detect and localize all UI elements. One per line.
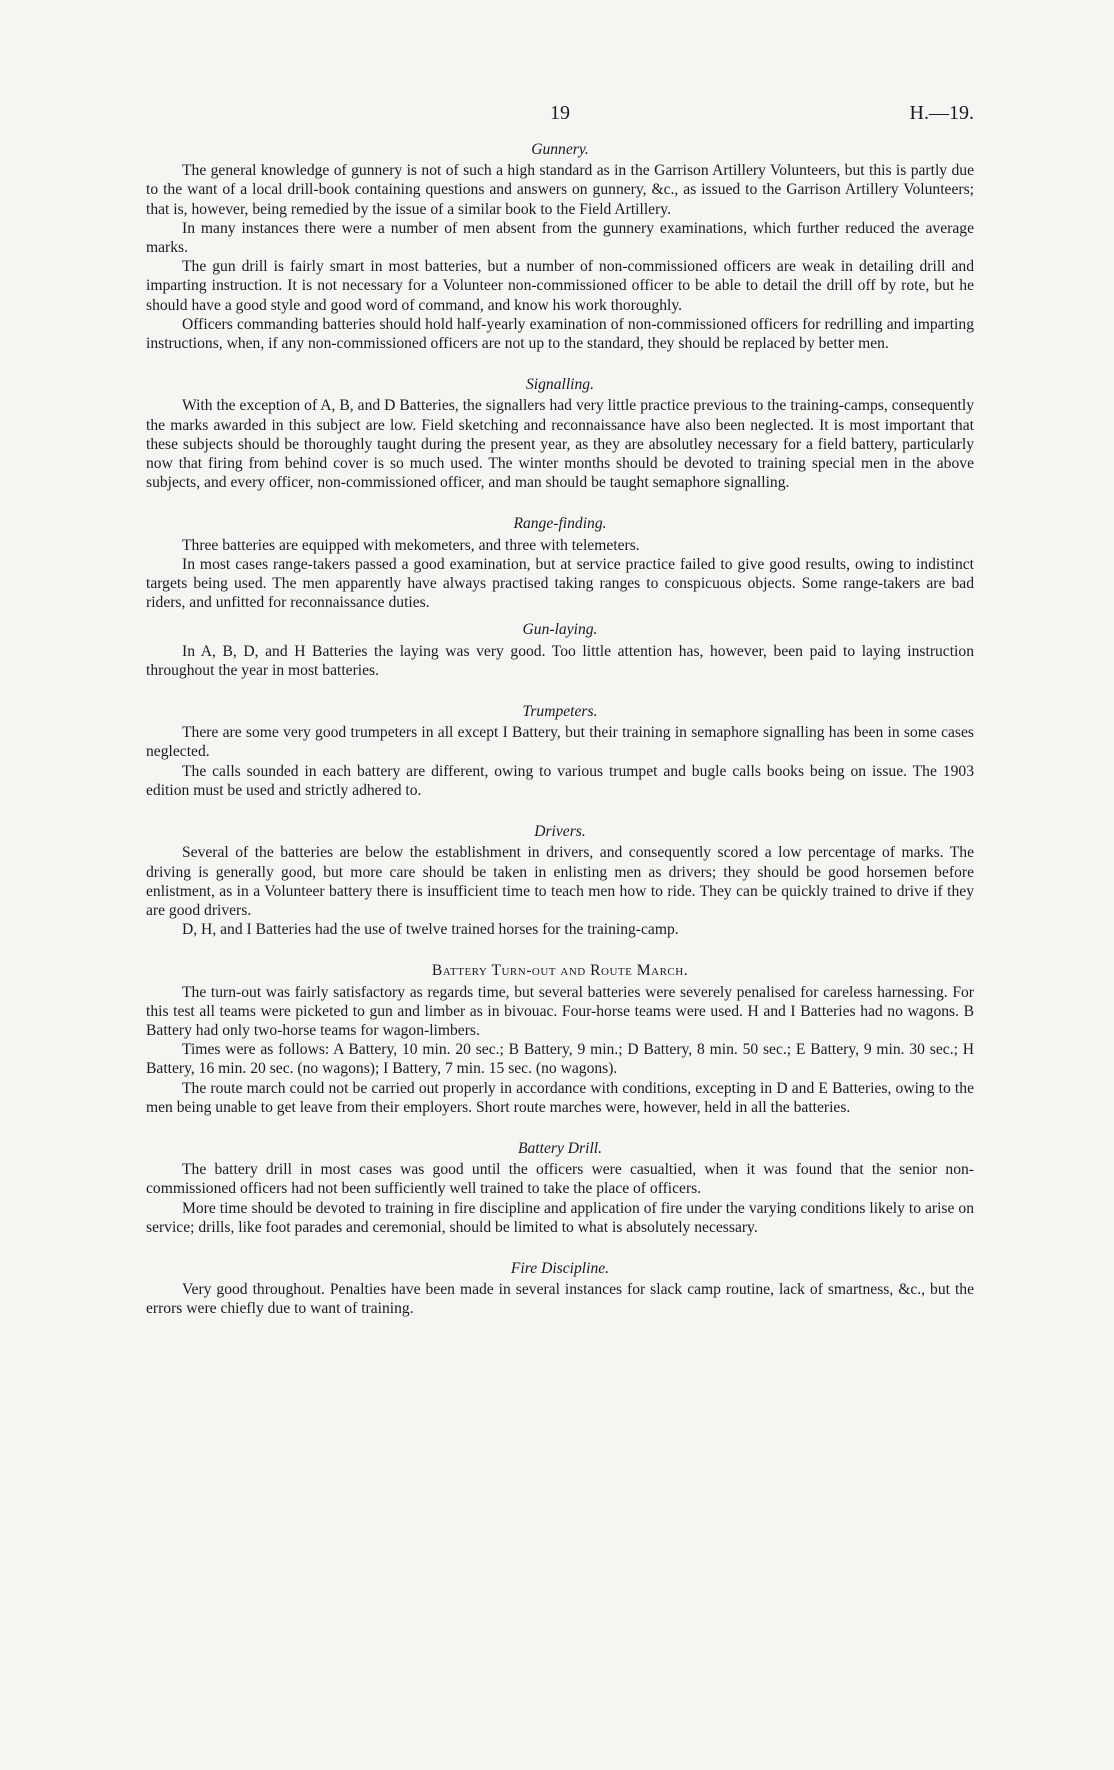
- paragraph: Several of the batteries are below the establishment in drivers, and consequently scored a low percentage of marks. The driving is generally good, but more care should be taken in enlisting men as drivers; they should be good horsemen before enlistment, as in a Volunteer battery there is insufficient time to teach men how to ride. They can be quickly trained to drive if they are good drivers.: [146, 844, 974, 919]
- section-heading: Battery Drill.: [517, 1139, 603, 1157]
- paragraph: The general knowledge of gunnery is not of such a high standard as in the Garrison Artillery Volunteers, but this is partly due to the want of a local drill-book containing questions and answers on gunnery, &c., as issued to the Garrison Artillery Volunteers; that is, however, being remedied by the issue of a similar book to the Field Artillery.: [146, 162, 974, 218]
- section-gun-laying: [146, 620, 974, 680]
- paragraph: Three batteries are equipped with mekometers, and three with telemeters.: [182, 536, 640, 554]
- paragraph: With the exception of A, B, and D Batteries, the signallers had very little practice previous to the training-camps, consequently the marks awarded in this subject are low. Field sketching and reconnaissance have also been neglected. It is most important that these subjects should be thoroughly taught during the present year, as they are absolutley necessary for a field battery, particularly now that firing from behind cover is so much used. The winter months should be devoted to training special men in the above subjects, and every officer, non-commissioned officer, and man should be taught semaphore signalling.: [146, 397, 974, 492]
- paragraph: There are some very good trumpeters in all except I Battery, but their training in semaphore signalling has been in some cases neglected.: [146, 724, 974, 761]
- paragraph: The route march could not be carried out properly in accordance with conditions, excepting in D and E Batteries, owing to the men being unable to get leave from their employers. Short route marches were, however, held in all the batteries.: [146, 1079, 974, 1116]
- section-heading: Fire Discipline.: [510, 1259, 610, 1277]
- section-signalling: [146, 375, 974, 492]
- section-battery-turn-out: [146, 961, 974, 1117]
- paragraph: In many instances there were a number of men absent from the gunnery examinations, which further reduced the average marks.: [146, 219, 974, 257]
- section-fire-discipline: [146, 1259, 974, 1319]
- section-gunnery: [146, 140, 974, 353]
- paragraph: In A, B, D, and H Batteries the laying was very good. Too little attention has, however, been paid to laying instruction throughout the year in most batteries.: [146, 642, 974, 679]
- paragraph: In most cases range-takers passed a good examination, but at service practice failed to give good results, owing to indistinct targets being used. The men apparently have always practised taking ranges to conspicuous objects. Some range-takers are bad riders, and unfitted for reconnaissance duties.: [146, 555, 974, 612]
- series-code: H.—19.: [909, 102, 974, 124]
- section-heading: Signalling.: [525, 376, 594, 394]
- paragraph: Very good throughout. Penalties have been made in several instances for slack camp routine, lack of smartness, &c., but the errors were chiefly due to want of training.: [146, 1281, 974, 1318]
- paragraph: The turn-out was fairly satisfactory as regards time, but several batteries were severely penalised for careless harnessing. For this test all teams were picketed to gun and limber as in bivouac. Four-horse teams were used. H and I Batteries had no wagons. B Battery had only two-horse teams for wagon-limbers.: [146, 983, 974, 1039]
- section-range-finding: [146, 514, 974, 612]
- paragraph: D, H, and I Batteries had the use of twelve trained horses for the training-camp.: [182, 921, 679, 939]
- section-heading: Battery Turn-out and Route March.: [431, 962, 689, 980]
- paragraph: The battery drill in most cases was good until the officers were casualtied, when it was found that the senior non-commissioned officers had not been sufficiently well trained to take the place of officers.: [146, 1161, 974, 1198]
- section-drivers: [146, 822, 974, 939]
- paragraph: Officers commanding batteries should hold half-yearly examination of non-commissioned officers for redrilling and imparting instructions, when, if any non-commissioned officers are not up to the standard, they should be replaced by better men.: [146, 315, 974, 353]
- page-header: [146, 104, 974, 134]
- section-trumpeters: [146, 702, 974, 800]
- paragraph: Times were as follows: A Battery, 10 min. 20 sec.; B Battery, 9 min.; D Battery, 8 min. 50 sec.; E Battery, 9 min. 30 sec.; H Battery, 16 min. 20 sec. (no wagons); I Battery, 7 min. 15 sec. (no wagons).: [146, 1041, 974, 1078]
- section-heading: Range-finding.: [513, 515, 607, 533]
- section-heading: Gunnery.: [531, 141, 589, 158]
- section-battery-drill: [146, 1139, 974, 1237]
- paragraph: The gun drill is fairly smart in most batteries, but a number of non-commissioned officers are weak in detailing drill and imparting instruction. It is not necessary for a Volunteer non-commissioned officer to be able to detail the drill off by rote, but he should have a good style and good word of command, and know his work thoroughly.: [146, 258, 974, 314]
- section-heading: Drivers.: [534, 823, 586, 841]
- section-heading: Trumpeters.: [522, 703, 598, 721]
- paragraph: The calls sounded in each battery are different, owing to various trumpet and bugle calls books being on issue. The 1903 edition must be used and strictly adhered to.: [146, 762, 974, 799]
- section-heading: Gun-laying.: [522, 621, 598, 639]
- page-number: 19: [550, 102, 570, 124]
- paragraph: More time should be devoted to training in fire discipline and application of fire under the varying conditions likely to arise on service; drills, like foot parades and ceremonial, should be limited to what is absolutely necessary.: [146, 1199, 974, 1236]
